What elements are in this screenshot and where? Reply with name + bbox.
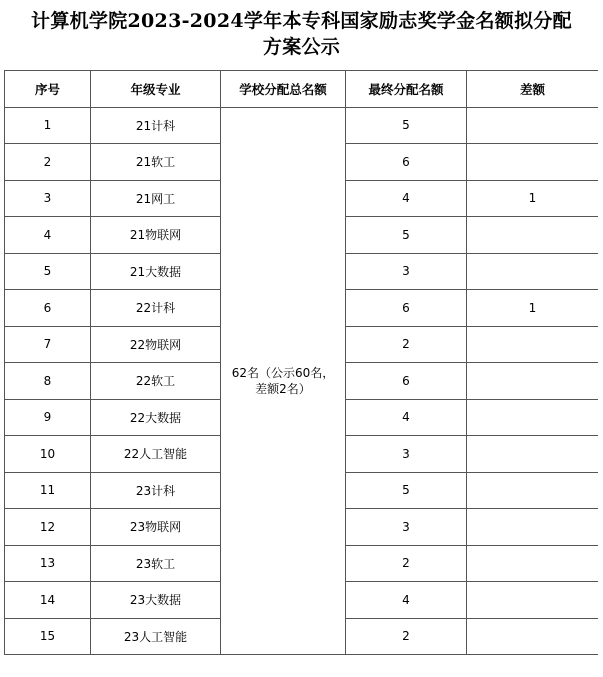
cell-final: 3 xyxy=(346,436,467,473)
table-row xyxy=(5,107,599,144)
cell-diff xyxy=(467,582,599,619)
cell-final: 4 xyxy=(346,399,467,436)
cell-final: 2 xyxy=(346,618,467,655)
cell-major: 21软工 xyxy=(91,144,221,181)
header-no: 序号 xyxy=(5,71,91,108)
cell-no: 11 xyxy=(5,472,91,509)
cell-no: 9 xyxy=(5,399,91,436)
cell-no: 2 xyxy=(5,144,91,181)
cell-diff xyxy=(467,107,599,144)
cell-major: 21计科 xyxy=(91,107,221,144)
header-final: 最终分配名额 xyxy=(346,71,467,108)
cell-major: 21网工 xyxy=(91,180,221,217)
cell-diff xyxy=(467,472,599,509)
header-school-total: 学校分配总名额 xyxy=(221,71,346,108)
cell-final: 2 xyxy=(346,326,467,363)
cell-no: 5 xyxy=(5,253,91,290)
cell-major: 22计科 xyxy=(91,290,221,327)
cell-diff: 1 xyxy=(467,290,599,327)
cell-diff xyxy=(467,144,599,181)
cell-final: 3 xyxy=(346,509,467,546)
cell-major: 22人工智能 xyxy=(91,436,221,473)
cell-diff: 1 xyxy=(467,180,599,217)
quota-table xyxy=(4,70,599,655)
cell-major: 22大数据 xyxy=(91,399,221,436)
page-title xyxy=(0,8,603,60)
cell-diff xyxy=(467,399,599,436)
cell-school-total xyxy=(221,107,346,655)
cell-no: 4 xyxy=(5,217,91,254)
cell-final: 6 xyxy=(346,290,467,327)
cell-final: 5 xyxy=(346,107,467,144)
school-total-line-1: 62名（公示60名， xyxy=(231,365,335,380)
cell-major: 23计科 xyxy=(91,472,221,509)
cell-final: 4 xyxy=(346,582,467,619)
cell-no: 15 xyxy=(5,618,91,655)
cell-diff xyxy=(467,545,599,582)
cell-final: 4 xyxy=(346,180,467,217)
school-total-line-2: 差额2名） xyxy=(255,381,311,396)
cell-final: 3 xyxy=(346,253,467,290)
cell-no: 12 xyxy=(5,509,91,546)
cell-final: 2 xyxy=(346,545,467,582)
cell-no: 13 xyxy=(5,545,91,582)
cell-diff xyxy=(467,217,599,254)
cell-no: 8 xyxy=(5,363,91,400)
cell-major: 21大数据 xyxy=(91,253,221,290)
cell-major: 23物联网 xyxy=(91,509,221,546)
header-diff: 差额 xyxy=(467,71,599,108)
cell-final: 5 xyxy=(346,217,467,254)
cell-final: 6 xyxy=(346,144,467,181)
title-line-2: 方案公示 xyxy=(262,36,341,58)
page-edge xyxy=(598,0,603,677)
cell-no: 3 xyxy=(5,180,91,217)
cell-major: 23软工 xyxy=(91,545,221,582)
cell-diff xyxy=(467,436,599,473)
cell-final: 5 xyxy=(346,472,467,509)
cell-diff xyxy=(467,253,599,290)
cell-final: 6 xyxy=(346,363,467,400)
title-line-1: 计算机学院2023-2024学年本专科国家励志奖学金名额拟分配 xyxy=(31,10,572,32)
cell-no: 7 xyxy=(5,326,91,363)
cell-diff xyxy=(467,326,599,363)
cell-major: 23大数据 xyxy=(91,582,221,619)
cell-major: 22物联网 xyxy=(91,326,221,363)
cell-no: 10 xyxy=(5,436,91,473)
cell-diff xyxy=(467,363,599,400)
header-major: 年级专业 xyxy=(91,71,221,108)
cell-diff xyxy=(467,509,599,546)
cell-major: 22软工 xyxy=(91,363,221,400)
cell-major: 21物联网 xyxy=(91,217,221,254)
cell-no: 6 xyxy=(5,290,91,327)
cell-major: 23人工智能 xyxy=(91,618,221,655)
cell-diff xyxy=(467,618,599,655)
cell-no: 1 xyxy=(5,107,91,144)
header-row xyxy=(5,71,599,108)
cell-no: 14 xyxy=(5,582,91,619)
